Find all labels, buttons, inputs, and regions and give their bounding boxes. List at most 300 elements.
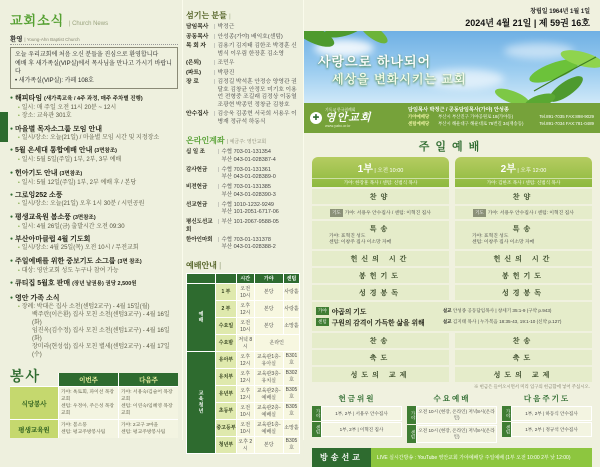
news-item-title-text: 헌아기도 안내	[15, 169, 60, 177]
order-item: 특송	[512, 225, 535, 233]
news-item-title-text: 영안 가족 소식	[15, 294, 60, 302]
welcome-line: 예배 후 새가족실(VIP실)에서 목사님을 만나고 가시기 바랍니다	[15, 60, 172, 75]
serving-role: 공동목사	[186, 33, 209, 40]
volunteer-cell-line: 가야: 봄소풍	[61, 423, 87, 428]
order-item: 성경봉독	[501, 289, 546, 297]
worship-info-gaya: 본당	[254, 317, 283, 334]
service-name: 1부	[357, 164, 373, 175]
account-type: 한아인마회	[186, 236, 213, 243]
news-item-title-text: 주일예배를 위한 중보기도 소그룹	[15, 257, 118, 265]
news-item-sub-text: 일시: 매 주일 오전 11시 20분 ~ 12시	[21, 105, 117, 111]
news-item	[10, 235, 178, 252]
sub-bullet-icon: •	[18, 157, 20, 163]
volunteer-cell-line: 가야: 서용숙/김슬어 목장교회	[121, 390, 173, 402]
volunteer-cell-line: 센텀: 평교주방봉사팀	[61, 430, 106, 435]
sermon-block	[312, 302, 592, 331]
church-news-panel	[10, 10, 178, 363]
bullet-icon: ●	[10, 294, 14, 301]
news-item-title	[10, 125, 178, 134]
closing-column	[455, 331, 592, 382]
offering-note: ※ 헌금은 들어오시면서 미리 입구의 헌금함에 넣어 주십시오.	[474, 384, 590, 389]
worship-info-time: 오전 10시	[237, 419, 255, 436]
campus-address: 부산시 해운대구 해운대로 76번길 34(재송동)	[438, 120, 524, 126]
account-number: 수협 1010-1232-9249	[221, 201, 274, 208]
volunteer-cell-line: 센텀: 우정아, 주은성 목장교회	[61, 404, 115, 416]
worship-info-centum: B305호	[283, 436, 299, 453]
news-item-title-text: 5월 온세대 통합예배 안내	[15, 147, 95, 154]
worship-info-group-label: 예배	[187, 283, 216, 351]
order-item: 성경봉독	[358, 289, 403, 297]
serving-names: 박광진	[217, 69, 235, 76]
worship-info-row	[187, 283, 300, 300]
news-item	[10, 146, 178, 164]
worship-info-name: 2 부	[216, 300, 237, 317]
volunteer-rows	[10, 386, 178, 438]
church-seal-icon: ✚	[310, 112, 322, 124]
serving-role: 안수집사	[186, 111, 209, 117]
church-info-bar	[304, 103, 600, 133]
worship-info-table	[186, 273, 300, 454]
volunteer-cell	[118, 386, 178, 419]
news-item-title-text: 큐티집 5월호 판매	[15, 280, 73, 287]
news-item-title	[10, 169, 178, 179]
order-badge: 기도	[475, 209, 484, 215]
order-sub-line: 센텀: 이창주 집사 이소망 자매	[472, 240, 535, 245]
sunday-worship-body	[304, 157, 600, 390]
news-item-sub-text: 장례: 박대은 집사 소천(센텀2교구) - 4월 15일(월)	[21, 303, 150, 310]
order-row	[312, 189, 449, 204]
serving-names: 조민우	[217, 60, 235, 66]
news-item-title-text: 해피타임	[15, 95, 45, 102]
account-number: 부산 043-01-028388-2	[221, 244, 276, 250]
sermon-title: 야곱의 기도	[331, 309, 367, 316]
bottom-table-cell: 오전 10시 (현장, 온라인) 저녁8시(온라인)	[416, 406, 497, 424]
news-item-cont: 장미라(현성섭) 집사 모친 별세(센텀2교구) - 4월 17일(수)	[32, 343, 170, 358]
order-row	[455, 206, 592, 219]
bottom-table-cell: 1부, 2부 | 서용우 안수집사	[321, 406, 402, 421]
worship-info-time: 오후 12시	[237, 368, 255, 385]
sermon-detail: 설교 김지태 목사 | 누가복음 18:35-43, 19:1-10 (신약 p.127)	[442, 319, 562, 324]
order-row	[312, 251, 449, 266]
bottom-table-row	[502, 406, 592, 421]
volunteer-col-this-week: 이번주	[58, 373, 118, 386]
campus-badge: 가야	[502, 406, 511, 421]
news-item-sub	[10, 267, 178, 275]
sub-bullet-icon: •	[18, 267, 20, 274]
worship-info-row	[187, 351, 300, 368]
volunteer-cell-line: 가야: 옥토회, 파이선 목장교회	[61, 390, 115, 402]
pastors-line: 담임목사 박정근 / 공동담임목사(가야) 안성종	[408, 107, 509, 113]
sub-bullet-icon: •	[18, 105, 20, 111]
volunteer-row	[10, 386, 178, 419]
slogan-line1: 사랑으로 하나되어	[318, 54, 432, 69]
worship-info-name: 수요일	[216, 317, 237, 334]
campus-label: 가야예배당	[408, 114, 430, 119]
order-item: 찬양	[369, 193, 392, 201]
bottom-table-row	[312, 406, 402, 421]
volunteer-col-next-week: 다음주	[118, 373, 178, 386]
serving-names: 박정근	[217, 24, 235, 30]
serving-row	[186, 24, 300, 32]
broadcast-bar	[312, 448, 592, 467]
order-badge: 기도	[332, 209, 341, 215]
bottom-table-row	[407, 425, 497, 443]
bottom-table-row	[502, 422, 592, 437]
cover-photo	[304, 31, 600, 103]
welcome-line: • 새가족실(VIP실): 카페 108호	[15, 77, 94, 84]
bullet-icon: ●	[10, 147, 14, 153]
account-row	[186, 237, 300, 252]
news-item	[10, 94, 178, 120]
account-number: 부산 043-01-028390-3	[221, 191, 276, 198]
order-item: 특송	[369, 225, 392, 233]
service-time: | 오후 12:00	[515, 168, 547, 174]
worship-column-header	[455, 157, 592, 187]
serving-names: 김승욱 김종현 서국희 서용우 이병재 정규석 하동식	[217, 111, 297, 125]
order-badge-row	[456, 209, 591, 217]
worship-info-merged: 온라인	[254, 334, 299, 351]
campus-badge: 센텀	[312, 422, 321, 437]
fold-line-left	[182, 0, 183, 440]
bottom-table-cell: 1부, 2부 | 하동식 안수집사	[511, 406, 592, 421]
worship-info-centum: B302호	[283, 368, 299, 385]
campus-badge: 가야	[407, 406, 416, 424]
worship-info-centum: B305호	[283, 402, 299, 419]
order-badge-row	[313, 209, 448, 217]
order-row	[455, 268, 592, 283]
separator: |	[218, 166, 220, 173]
serving-row	[186, 111, 300, 126]
account-row	[186, 184, 300, 199]
news-item-sub	[10, 244, 178, 252]
order-item: 봉헌기도	[358, 272, 403, 280]
serving-title: 섬기는 분들 |	[186, 11, 231, 20]
news-item-sub	[10, 303, 178, 311]
news-item-title-text: 평생교육원 봄소풍	[15, 213, 74, 221]
closing-item: 성도의 교제	[350, 371, 411, 379]
volunteer-row-label: 평생교육원	[10, 419, 58, 438]
worship-info-gaya: 본당	[254, 436, 283, 453]
worship-info-gaya: 교육관1층-예배실	[254, 419, 283, 436]
account-number: 수협 703-01-131354	[221, 149, 271, 155]
news-item-note: (3면참조)	[59, 170, 83, 177]
separator: |	[218, 201, 220, 208]
church-name: 영안교회	[325, 112, 372, 124]
news-item-title	[10, 279, 178, 289]
worship-info-gaya: 본당	[254, 300, 283, 317]
serving-role: 장 로	[186, 79, 199, 85]
church-logo	[310, 106, 402, 130]
worship-info-gaya: 교육관2층-예배실	[254, 385, 283, 402]
campus-tel: Tel.891-7035 FAX:898-9029	[539, 114, 594, 119]
news-item-sub	[10, 104, 178, 112]
news-item-sub-text: 대상: 영안교회 성도 누구나 참여 가능	[21, 267, 119, 274]
order-subs	[456, 234, 591, 247]
sunday-worship-title: 주일예배	[418, 141, 486, 153]
campus-tel: Tel.891-7034 FAX:781-0489	[539, 120, 594, 126]
volunteer-header-row	[10, 366, 178, 386]
order-row	[455, 221, 592, 249]
worship-info-centum: 사랑홀	[283, 300, 299, 317]
closing-row	[455, 350, 592, 365]
worship-info-time: 오전 10시	[237, 402, 255, 419]
front-header	[304, 0, 600, 31]
worship-info-time: 오후 12시	[237, 351, 255, 368]
order-subs	[313, 234, 448, 247]
bottom-table-group	[312, 393, 402, 443]
news-item-sub	[10, 156, 178, 164]
news-item	[10, 213, 178, 231]
bullet-icon: ●	[10, 95, 14, 101]
accounts-rows	[186, 149, 300, 252]
news-item-sub-text: 일시/장소: 오늘(21일) / 마을별 모임 시간 및 지정장소	[21, 134, 160, 141]
news-item-title	[10, 235, 178, 244]
news-item-title-text: 부산아마클럽 4월 기도회	[15, 236, 91, 243]
worship-info-name: 초등부	[216, 402, 237, 419]
church-contact	[408, 106, 594, 130]
account-type: 평신도선교회	[186, 219, 213, 233]
serving-role: 목 회 자	[186, 43, 207, 49]
news-item	[10, 294, 178, 359]
bottom-table-row	[407, 406, 497, 424]
news-item-note: (장년 낱권용) 권당 2,500원	[72, 281, 137, 287]
welcome-label-en: | Young-Ahn Baptist Church	[24, 37, 80, 42]
volunteer-title: 봉사	[10, 368, 42, 384]
news-item-title	[10, 294, 178, 303]
news-item-sub-text: 장소: 교육관 301호	[21, 113, 72, 119]
bullet-icon: ●	[10, 236, 14, 242]
serving-role: (파트)	[186, 69, 202, 76]
bullet-icon: ●	[10, 280, 14, 286]
separator: |	[214, 60, 216, 66]
slogan	[318, 51, 467, 87]
worship-service-name-time	[455, 159, 592, 177]
serving-names: 김용기 김지태 김한조 박경훈 신범식 이우림 한장훈 김소영	[217, 43, 297, 57]
worship-info-name: 수요밤	[216, 334, 237, 351]
worship-info-centum: 소망홀	[283, 419, 299, 436]
bottom-table-cell: 1부, 2부 | 정규석 안수집사	[511, 422, 592, 437]
sub-bullet-icon: •	[18, 179, 20, 186]
campus-badge: 센텀	[407, 425, 416, 443]
worship-info-time: 오후 12시	[237, 385, 255, 402]
closing-item: 찬송	[369, 337, 392, 345]
order-badge-text: 가야: 서용우 안수집사 / 센텀: 이혁진 집사	[344, 211, 431, 216]
service-leaders: 가야: 김한조 목사 / 센텀: 신범식 목사	[455, 178, 592, 186]
bottom-table-cell: 오전 10시 (현장, 온라인) 저녁8시(온라인)	[416, 425, 497, 443]
news-item-note: (3면참조)	[94, 148, 117, 154]
worship-info-group-label: 교육청년	[187, 351, 216, 453]
separator: |	[214, 33, 216, 40]
separator: |	[218, 149, 220, 155]
news-item	[10, 191, 178, 208]
worship-column	[455, 157, 592, 300]
news-item-cont: 임진옥(김수정) 집사 모친 소천(센텀1교구) - 4월 16일(화)	[32, 327, 170, 342]
worship-info-time: 오전 10시	[237, 283, 255, 300]
news-item-sub	[10, 179, 178, 187]
serving-row	[186, 79, 300, 109]
volunteer-cell	[58, 419, 118, 438]
news-item	[10, 169, 178, 187]
news-item	[10, 125, 178, 142]
church-url: www.yabc.or.kr	[325, 124, 351, 128]
account-row	[186, 202, 300, 217]
church-news-title	[10, 10, 178, 29]
account-numbers	[221, 219, 278, 234]
order-sub-line: 센텀: 이창주 집사 이소망 자매	[329, 240, 392, 245]
founded-date: 창립일 1964년 1월 1일	[530, 9, 590, 15]
news-item-sub	[10, 134, 178, 142]
worship-info-header-row	[187, 273, 300, 283]
worship-info-name: 중고등부	[216, 419, 237, 436]
separator: |	[214, 69, 216, 76]
news-item-title-text: 그로잉252 소풍	[15, 192, 63, 199]
sub-bullet-icon: •	[18, 113, 20, 119]
account-type: 선교헌금	[186, 201, 208, 208]
closing-item: 성도의 교제	[493, 371, 554, 379]
campus-address: 부산시 부산진구 가야공원로 18(가야동)	[438, 114, 514, 119]
closing-item: 축도	[369, 354, 392, 362]
separator: |	[218, 236, 220, 243]
closing-row	[312, 350, 449, 365]
serving-names: 안성종(가야) 배익호(센텀)	[217, 33, 283, 40]
worship-info-gaya: 교육관3층-유치실	[254, 368, 283, 385]
volunteer-cell	[118, 419, 178, 438]
service-name: 2부	[500, 164, 516, 175]
broadcast-text: LIVE 실시간방송 : YouTube 영안교회 가야예배당 주일예배 (1부 오전 10:00 2부 낮 12:00)	[371, 448, 592, 467]
bottom-table-title: 수요예배	[433, 394, 471, 403]
separator: |	[218, 184, 220, 190]
bottom-table-row	[312, 422, 402, 437]
sub-bullet-icon: •	[18, 303, 20, 310]
page-edge-tab	[0, 112, 8, 142]
address-lines	[408, 114, 594, 127]
serving-row	[186, 70, 300, 78]
account-number: 부산 043-01-028389-0	[221, 174, 276, 180]
middle-panel	[186, 10, 300, 454]
bullet-icon: ●	[10, 192, 14, 198]
separator: |	[214, 24, 216, 30]
closing-item: 찬송	[512, 337, 535, 345]
campus-badge: 센텀	[318, 319, 327, 324]
news-item-cont: 백주란(이은환) 집사 모친 소천(센텀3교구) - 4월 16일(화)	[32, 311, 170, 326]
account-numbers	[221, 237, 275, 252]
worship-info-name: 청년부	[216, 436, 237, 453]
church-news-title-ko: 교회소식	[10, 13, 65, 28]
volunteer-cell	[58, 386, 118, 419]
worship-info-header: 시간	[237, 273, 255, 283]
worship-column-header	[312, 157, 449, 187]
accounts-title: 온라인계좌 | 예금주: 영안교회	[186, 136, 267, 145]
account-type: 비전헌금	[186, 184, 208, 190]
sub-bullet-icon: •	[18, 245, 20, 251]
separator: |	[218, 219, 220, 225]
closing-columns	[312, 331, 592, 382]
closing-row	[455, 367, 592, 382]
bullet-icon: ●	[10, 125, 14, 132]
closing-column	[312, 331, 449, 382]
account-number: 부산 101-2067-9588-05	[221, 219, 279, 225]
account-numbers	[221, 167, 275, 182]
news-item-note: (3면 참조)	[117, 258, 142, 265]
sermon-title: 구원의 감격이 가득한 삶을 위해	[331, 320, 425, 327]
order-sub-line: 가야: 표혁진 성도	[472, 233, 509, 239]
account-row	[186, 149, 300, 164]
bottom-tables	[304, 390, 600, 443]
news-item-title	[10, 257, 178, 267]
order-row	[455, 285, 592, 300]
worship-info-gaya: 교육관1층-유아실	[254, 351, 283, 368]
serving-names: 김정길 박석훈 안정승 양영관 권달호 김창균 안정모 미기호 이용언 전형중 조길래 김정상 이동열 조광현 박종민 정창균 김창호	[217, 79, 297, 108]
bottom-table-title: 헌금위원	[338, 394, 376, 403]
news-item-title	[10, 94, 178, 104]
account-number: 수협 703-01-131361	[221, 166, 271, 173]
news-item-title	[10, 213, 178, 223]
order-item: 헌신의 시간	[350, 255, 411, 263]
accounts-holder: | 예금주: 영안교회	[226, 139, 267, 145]
bottom-table-cell: 1부, 2부 | 이혁진 집사	[321, 422, 402, 437]
closing-row	[312, 333, 449, 348]
account-number: 수협 703-01-131378	[221, 236, 271, 243]
volunteer-cell-line: 센텀: 이연숙/임혜영 목장교회	[121, 404, 173, 416]
denomination: 기독교 한국침례회	[325, 108, 356, 112]
service-columns	[312, 157, 592, 300]
service-time: | 오전 10:00	[372, 168, 404, 174]
broadcast-label: 방송선교	[312, 448, 371, 467]
front-page-panel	[304, 0, 600, 462]
worship-info-time: 오후 2시	[237, 436, 255, 453]
serving-role: 담임목사	[186, 24, 209, 30]
separator: |	[214, 111, 216, 117]
news-item-sub-text: 일시: 5월 12일(주일) 1부, 2부 예배 후 / 본당	[21, 179, 137, 186]
volunteer-row-label: 식당봉사	[10, 386, 58, 419]
address-line	[408, 121, 594, 128]
news-item-title-text: 마을별 목자소그룹 모임 안내	[15, 125, 103, 133]
bullet-icon: ●	[10, 213, 14, 220]
serving-role: (은퇴)	[186, 60, 202, 66]
news-item-sub	[10, 200, 178, 208]
volunteer-section	[10, 366, 178, 438]
serving-row	[186, 60, 300, 68]
news-item	[10, 257, 178, 275]
serving-row	[186, 34, 300, 42]
volunteer-cell-line: 센텀: 평교주방봉사팀	[121, 430, 166, 435]
campus-label: 센텀예배당	[408, 120, 430, 126]
campus-badge: 가야	[312, 406, 321, 421]
account-number: 수협 703-01-131385	[221, 184, 271, 190]
news-item-sub	[10, 223, 178, 231]
closing-item: 축도	[512, 354, 535, 362]
welcome-line: 오늘 우리교회에 처음 오신 분들을 진심으로 환영합니다	[15, 52, 159, 58]
order-item: 봉헌기도	[501, 272, 546, 280]
welcome-box	[10, 47, 178, 89]
order-row	[455, 251, 592, 266]
order-row	[312, 268, 449, 283]
news-item-note: (새가족교육 / 4주 과정, 매주 주차별 진행)	[44, 96, 143, 102]
worship-column	[312, 157, 449, 300]
closing-row	[455, 333, 592, 348]
worship-info-title: 예배안내 |	[186, 260, 222, 270]
volunteer-cell-line: 가야: 2교구 3마을	[121, 423, 159, 428]
worship-info-name: 유년부	[216, 385, 237, 402]
account-number: 부산 101-2051-6717-06	[221, 209, 279, 215]
news-item-title	[10, 191, 178, 200]
worship-info-header: 가야	[254, 273, 283, 283]
account-row	[186, 219, 300, 234]
worship-info-name: 1 부	[216, 283, 237, 300]
worship-info-time: 저녁 8시	[237, 334, 255, 351]
order-badge-text: 가야: 서용우 안수집사 / 센텀: 이혁진 집사	[487, 211, 574, 216]
worship-info-name: 유치부	[216, 368, 237, 385]
